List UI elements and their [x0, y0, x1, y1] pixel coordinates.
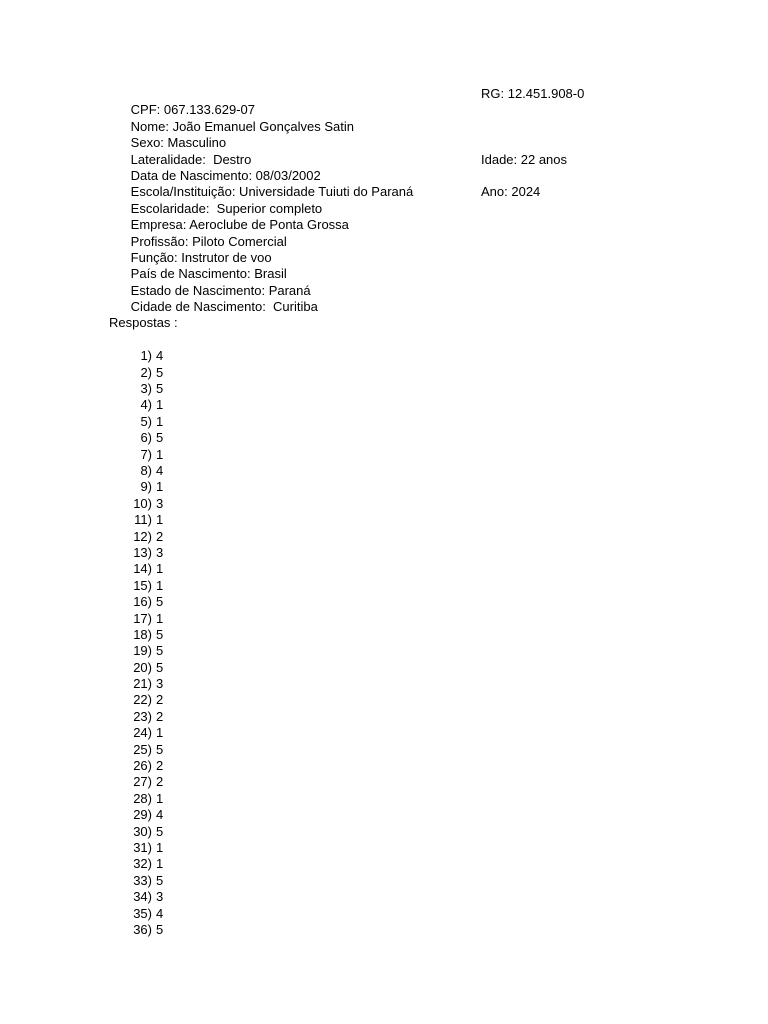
answer-value: 1: [156, 856, 164, 872]
answer-item: [109, 725, 669, 741]
answer-item: [109, 594, 669, 610]
answer-item: [109, 922, 669, 938]
answer-number: 10): [133, 495, 152, 511]
answer-item: [109, 348, 669, 364]
blank-line: [109, 332, 669, 348]
answer-number: 9): [140, 479, 152, 495]
answer-number: 24): [133, 725, 152, 741]
pais-field: País de Nascimento: Brasil: [130, 266, 287, 282]
answer-value: 1: [156, 577, 164, 593]
empresa-field: Empresa: Aeroclube de Ponta Grossa: [130, 217, 349, 233]
answer-value: 1: [156, 413, 164, 429]
answer-value: 5: [156, 430, 164, 446]
answer-item: [109, 447, 669, 463]
answer-number: 11): [134, 512, 152, 528]
answer-item: [109, 414, 669, 430]
empresa-row: [109, 201, 669, 233]
answer-value: 3: [156, 544, 164, 560]
answer-value: 1: [156, 790, 164, 806]
rg-field: RG: 12.451.908-0: [481, 86, 585, 101]
answer-item: [109, 692, 669, 708]
answer-number: 22): [133, 692, 152, 708]
answer-number: 29): [133, 807, 152, 823]
answer-number: 6): [140, 430, 152, 446]
answer-number: 36): [133, 921, 152, 937]
answer-number: 8): [140, 462, 152, 478]
answer-number: 34): [133, 889, 152, 905]
answer-value: 1: [156, 512, 164, 528]
answer-number: 2): [140, 364, 152, 380]
answer-value: 1: [156, 725, 164, 741]
answer-item: [109, 365, 669, 381]
answer-item: [109, 906, 669, 922]
cidade-field: Cidade de Nascimento: Curitiba: [130, 299, 318, 315]
answer-value: 5: [156, 364, 164, 380]
answer-number: 1): [140, 348, 152, 364]
funcao-field: Função: Instrutor de voo: [130, 249, 272, 265]
answer-number: 25): [133, 741, 152, 757]
answer-item: [109, 545, 669, 561]
answer-number: 23): [133, 708, 152, 724]
answer-item: [109, 529, 669, 545]
answer-value: 1: [156, 446, 164, 462]
answer-value: 5: [156, 594, 164, 610]
sexo-field: Sexo: Masculino: [130, 135, 227, 151]
answer-number: 15): [133, 577, 152, 593]
answer-value: 5: [156, 872, 164, 888]
profissao-row: [109, 217, 669, 249]
answer-value: 5: [156, 643, 164, 659]
answer-number: 31): [133, 839, 152, 855]
answer-value: 3: [156, 495, 164, 511]
answer-number: 21): [133, 676, 152, 692]
answer-value: 5: [156, 921, 164, 937]
answer-value: 1: [156, 839, 164, 855]
answer-number: 19): [133, 643, 152, 659]
answer-item: [109, 496, 669, 512]
answer-item: [109, 791, 669, 807]
answer-value: 2: [156, 708, 164, 724]
answer-value: 1: [156, 479, 164, 495]
lateralidade-field: Lateralidade: Destro: [130, 151, 252, 167]
answer-number: 17): [133, 610, 152, 626]
answer-value: 2: [156, 528, 164, 544]
answer-number: 14): [133, 561, 152, 577]
answer-number: 18): [133, 626, 152, 642]
answer-number: 35): [133, 905, 152, 921]
answer-value: 3: [156, 889, 164, 905]
sexo-row: [109, 119, 669, 151]
answer-item: [109, 578, 669, 594]
answer-item: [109, 709, 669, 725]
estado-row: [109, 266, 669, 298]
answer-value: 5: [156, 659, 164, 675]
answer-item: [109, 840, 669, 856]
answer-value: 2: [156, 692, 164, 708]
answer-value: 4: [156, 348, 164, 364]
nascimento-idade-row: [109, 151, 669, 183]
answer-number: 3): [140, 381, 152, 397]
estado-field: Estado de Nascimento: Paraná: [130, 282, 311, 298]
answer-value: 5: [156, 626, 164, 642]
answer-value: 2: [156, 774, 164, 790]
answer-number: 12): [133, 528, 152, 544]
answer-number: 26): [133, 758, 152, 774]
answer-item: [109, 430, 669, 446]
answer-number: 32): [133, 856, 152, 872]
answer-number: 5): [140, 413, 152, 429]
answer-number: 33): [133, 872, 152, 888]
escolaridade-field: Escolaridade: Superior completo: [130, 200, 323, 216]
nome-field: Nome: João Emanuel Gonçalves Satin: [130, 118, 354, 134]
answer-number: 20): [133, 659, 152, 675]
answer-value: 1: [156, 610, 164, 626]
answer-value: 3: [156, 676, 164, 692]
answer-number: 27): [133, 774, 152, 790]
answer-number: 13): [133, 544, 152, 560]
answer-item: [109, 381, 669, 397]
answer-item: [109, 873, 669, 889]
answer-item: [109, 643, 669, 659]
answer-item: [109, 627, 669, 643]
ano-field: Ano: 2024: [481, 184, 541, 200]
pais-row: [109, 250, 669, 282]
escolaridade-ano-row: [109, 184, 669, 216]
answer-item: [109, 758, 669, 774]
answer-item: [109, 824, 669, 840]
funcao-row: [109, 234, 669, 265]
answer-item: [109, 611, 669, 627]
profissao-field: Profissão: Piloto Comercial: [130, 233, 287, 249]
cpf-rg-row: [109, 86, 669, 118]
answer-item: [109, 479, 669, 495]
answer-number: 16): [133, 594, 152, 610]
answer-item: [109, 512, 669, 528]
answer-item: [109, 742, 669, 758]
answer-number: 28): [133, 790, 152, 806]
answers-list: [109, 348, 669, 938]
answer-item: [109, 660, 669, 676]
answer-item: [109, 397, 669, 413]
answer-item: [109, 676, 669, 692]
cidade-row: [109, 283, 669, 315]
cpf-field: CPF: 067.133.629-07: [130, 102, 255, 118]
answer-number: 4): [140, 397, 152, 413]
data-nascimento-field: Data de Nascimento: 08/03/2002: [130, 167, 321, 183]
answer-value: 1: [156, 397, 164, 413]
answer-item: [109, 807, 669, 823]
answer-value: 2: [156, 758, 164, 774]
answer-number: 7): [140, 446, 152, 462]
respostas-heading: Respostas :: [109, 315, 178, 331]
nome-row: [109, 102, 669, 134]
answer-value: 1: [156, 561, 164, 577]
document-content: [109, 86, 669, 938]
answer-value: 5: [156, 741, 164, 757]
answer-value: 5: [156, 381, 164, 397]
answer-item: [109, 774, 669, 790]
answer-item: [109, 561, 669, 577]
escola-field: Escola/Instituição: Universidade Tuiuti do Paraná: [130, 184, 414, 200]
answer-item: [109, 889, 669, 905]
answer-item: [109, 856, 669, 872]
answer-item: [109, 463, 669, 479]
idade-field: Idade: 22 anos: [481, 151, 568, 167]
answer-value: 4: [156, 462, 164, 478]
answer-value: 4: [156, 905, 164, 921]
answer-value: 4: [156, 807, 164, 823]
answer-number: 30): [133, 823, 152, 839]
answer-value: 5: [156, 823, 164, 839]
